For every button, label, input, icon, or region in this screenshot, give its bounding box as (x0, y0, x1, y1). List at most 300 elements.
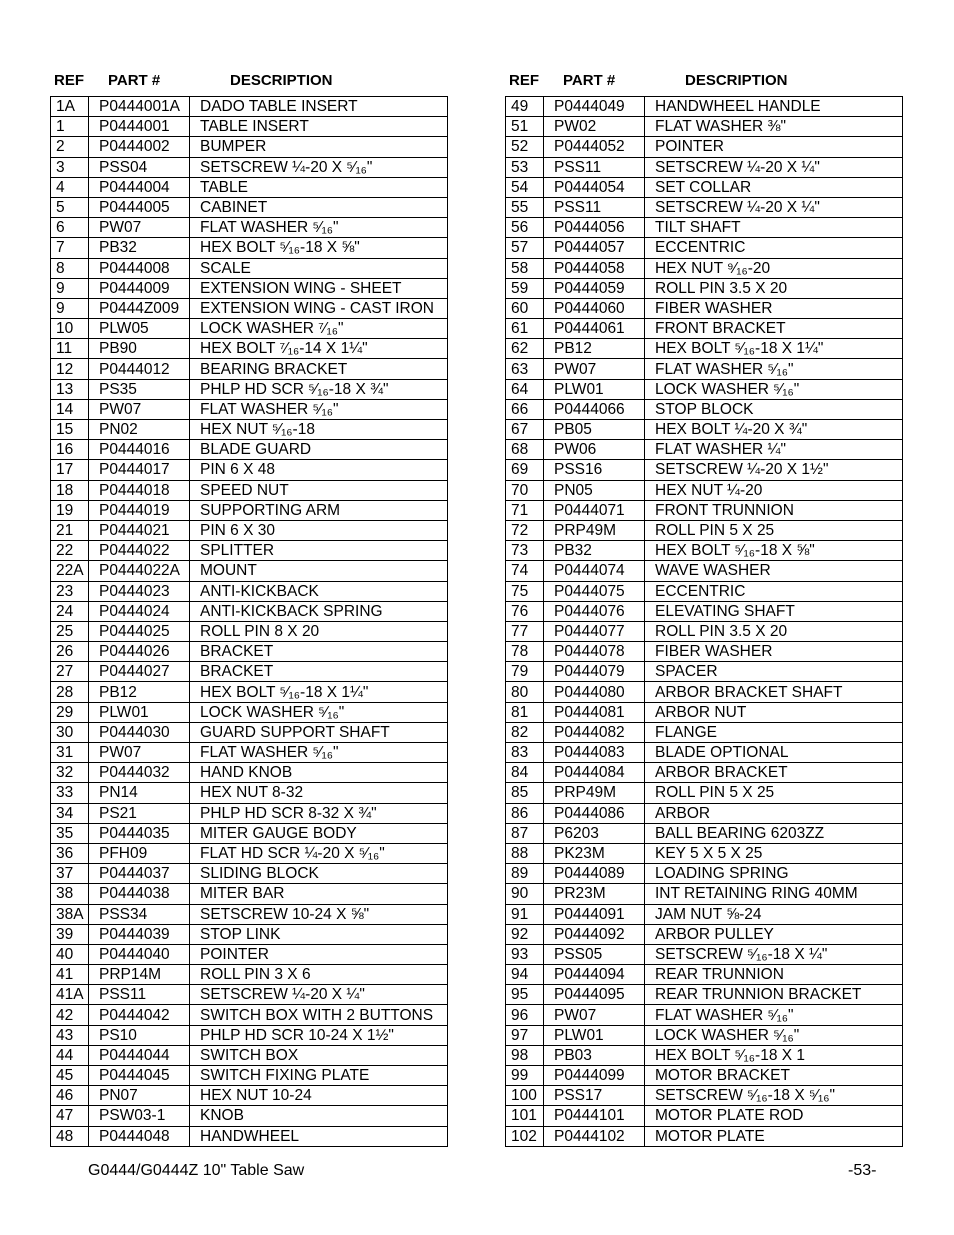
table-row (506, 97, 903, 117)
part-number-cell: P0444Z009 (89, 298, 190, 318)
description-cell: LOCK WASHER ⁵⁄₁₆" (645, 379, 903, 399)
ref-cell: 99 (506, 1066, 544, 1086)
ref-cell: 73 (506, 541, 544, 561)
part-number-cell: P0444056 (544, 218, 645, 238)
table-row (506, 177, 903, 197)
part-number-cell: P0444024 (89, 601, 190, 621)
ref-cell: 9 (51, 298, 89, 318)
table-row (51, 379, 448, 399)
part-number-cell: PLW01 (544, 379, 645, 399)
part-number-cell: P0444086 (544, 803, 645, 823)
ref-cell: 17 (51, 460, 89, 480)
ref-cell: 56 (506, 218, 544, 238)
ref-cell: 1 (51, 117, 89, 137)
part-number-cell: PLW05 (89, 319, 190, 339)
table-row (506, 1086, 903, 1106)
ref-cell: 69 (506, 460, 544, 480)
part-number-cell: P0444042 (89, 1005, 190, 1025)
ref-cell: 40 (51, 944, 89, 964)
description-cell: BLADE GUARD (190, 440, 448, 460)
ref-cell: 41A (51, 985, 89, 1005)
description-cell: TABLE INSERT (190, 117, 448, 137)
description-cell: HEX NUT ¼-20 (645, 480, 903, 500)
ref-cell: 24 (51, 601, 89, 621)
parts-table-right (505, 96, 903, 1147)
table-row (51, 783, 448, 803)
ref-cell: 90 (506, 884, 544, 904)
description-cell: MOTOR PLATE ROD (645, 1106, 903, 1126)
table-row (506, 904, 903, 924)
part-number-cell: P0444026 (89, 642, 190, 662)
part-number-cell: PSS04 (89, 157, 190, 177)
description-cell: ANTI-KICKBACK SPRING (190, 601, 448, 621)
ref-cell: 37 (51, 864, 89, 884)
description-cell: FRONT TRUNNION (645, 500, 903, 520)
ref-cell: 71 (506, 500, 544, 520)
description-cell: KEY 5 X 5 X 25 (645, 843, 903, 863)
parts-list-right (505, 70, 903, 1147)
table-row (51, 157, 448, 177)
table-row (51, 884, 448, 904)
ref-cell: 80 (506, 682, 544, 702)
description-cell: ARBOR (645, 803, 903, 823)
ref-cell: 76 (506, 601, 544, 621)
part-number-cell: PB90 (89, 339, 190, 359)
table-row (51, 238, 448, 258)
ref-cell: 97 (506, 1025, 544, 1045)
description-cell: POINTER (190, 944, 448, 964)
table-row (51, 561, 448, 581)
ref-cell: 96 (506, 1005, 544, 1025)
part-number-cell: P0444022 (89, 541, 190, 561)
description-cell: FLAT WASHER ⁵⁄₁₆" (645, 359, 903, 379)
table-row (51, 965, 448, 985)
description-cell: FLAT WASHER ⁵⁄₁₆" (190, 399, 448, 419)
part-number-cell: P0444004 (89, 177, 190, 197)
ref-cell: 5 (51, 197, 89, 217)
description-cell: HAND KNOB (190, 763, 448, 783)
ref-cell: 26 (51, 642, 89, 662)
description-cell: MOTOR BRACKET (645, 1066, 903, 1086)
description-cell: SWITCH BOX (190, 1045, 448, 1065)
part-number-cell: P0444076 (544, 601, 645, 621)
table-row (506, 763, 903, 783)
part-number-cell: PFH09 (89, 843, 190, 863)
table-row (51, 1086, 448, 1106)
part-number-cell: PW07 (89, 218, 190, 238)
table-row (51, 1025, 448, 1045)
ref-cell: 41 (51, 965, 89, 985)
description-cell: SETSCREW 10-24 X ⅝" (190, 904, 448, 924)
table-row (51, 581, 448, 601)
table-row (51, 500, 448, 520)
description-cell: HEX NUT 8-32 (190, 783, 448, 803)
ref-cell: 1A (51, 97, 89, 117)
part-number-cell: P0444009 (89, 278, 190, 298)
description-cell: SETSCREW ¼-20 X 1½" (645, 460, 903, 480)
part-number-cell: P0444083 (544, 743, 645, 763)
description-cell: ECCENTRIC (645, 581, 903, 601)
table-row (51, 904, 448, 924)
ref-cell: 86 (506, 803, 544, 823)
ref-cell: 75 (506, 581, 544, 601)
table-row (506, 803, 903, 823)
table-row (506, 642, 903, 662)
part-number-cell: P0444001A (89, 97, 190, 117)
description-cell: HEX NUT ⁹⁄₁₆-20 (645, 258, 903, 278)
ref-cell: 10 (51, 319, 89, 339)
table-row (51, 843, 448, 863)
table-row (506, 662, 903, 682)
description-cell: BRACKET (190, 642, 448, 662)
table-row (51, 763, 448, 783)
ref-cell: 18 (51, 480, 89, 500)
header-description: DESCRIPTION (685, 72, 788, 89)
description-cell: FLAT WASHER ⅜" (645, 117, 903, 137)
part-number-cell: P0444018 (89, 480, 190, 500)
description-cell: SWITCH BOX WITH 2 BUTTONS (190, 1005, 448, 1025)
part-number-cell: P0444079 (544, 662, 645, 682)
description-cell: CABINET (190, 197, 448, 217)
part-number-cell: PS10 (89, 1025, 190, 1045)
part-number-cell: P0444094 (544, 965, 645, 985)
part-number-cell: P0444066 (544, 399, 645, 419)
part-number-cell: PSS16 (544, 460, 645, 480)
ref-cell: 8 (51, 258, 89, 278)
ref-cell: 57 (506, 238, 544, 258)
ref-cell: 38A (51, 904, 89, 924)
table-row (506, 440, 903, 460)
part-number-cell: PB12 (544, 339, 645, 359)
table-row (506, 1126, 903, 1146)
description-cell: BEARING BRACKET (190, 359, 448, 379)
description-cell: PIN 6 X 30 (190, 520, 448, 540)
part-number-cell: PS35 (89, 379, 190, 399)
ref-cell: 95 (506, 985, 544, 1005)
part-number-cell: PB12 (89, 682, 190, 702)
ref-cell: 94 (506, 965, 544, 985)
part-number-cell: P0444001 (89, 117, 190, 137)
description-cell: FLAT HD SCR ¼-20 X ⁵⁄₁₆" (190, 843, 448, 863)
part-number-cell: PB03 (544, 1045, 645, 1065)
ref-cell: 61 (506, 319, 544, 339)
ref-cell: 52 (506, 137, 544, 157)
ref-cell: 23 (51, 581, 89, 601)
part-number-cell: PRP49M (544, 783, 645, 803)
part-number-cell: P0444052 (544, 137, 645, 157)
description-cell: FIBER WASHER (645, 298, 903, 318)
description-cell: ARBOR NUT (645, 702, 903, 722)
part-number-cell: P0444048 (89, 1126, 190, 1146)
description-cell: DADO TABLE INSERT (190, 97, 448, 117)
table-row (506, 520, 903, 540)
table-row (506, 541, 903, 561)
description-cell: SPACER (645, 662, 903, 682)
ref-cell: 89 (506, 864, 544, 884)
part-number-cell: PW07 (544, 1005, 645, 1025)
table-row (506, 137, 903, 157)
table-row (51, 440, 448, 460)
ref-cell: 93 (506, 944, 544, 964)
header-ref: REF (509, 72, 539, 89)
table-row (506, 399, 903, 419)
description-cell: ECCENTRIC (645, 238, 903, 258)
description-cell: MITER GAUGE BODY (190, 823, 448, 843)
ref-cell: 39 (51, 924, 89, 944)
part-number-cell: PS21 (89, 803, 190, 823)
ref-cell: 9 (51, 278, 89, 298)
part-number-cell: P0444017 (89, 460, 190, 480)
description-cell: SET COLLAR (645, 177, 903, 197)
ref-cell: 62 (506, 339, 544, 359)
ref-cell: 53 (506, 157, 544, 177)
description-cell: LOADING SPRING (645, 864, 903, 884)
description-cell: SETSCREW ¼-20 X ⁵⁄₁₆" (190, 157, 448, 177)
ref-cell: 33 (51, 783, 89, 803)
description-cell: FLAT WASHER ⁵⁄₁₆" (645, 1005, 903, 1025)
ref-cell: 81 (506, 702, 544, 722)
part-number-cell: PW07 (544, 359, 645, 379)
description-cell: ROLL PIN 3.5 X 20 (645, 278, 903, 298)
part-number-cell: P0444038 (89, 884, 190, 904)
ref-cell: 64 (506, 379, 544, 399)
ref-cell: 58 (506, 258, 544, 278)
part-number-cell: PSS11 (544, 157, 645, 177)
description-cell: HEX NUT ⁵⁄₁₆-18 (190, 420, 448, 440)
ref-cell: 48 (51, 1126, 89, 1146)
ref-cell: 91 (506, 904, 544, 924)
description-cell: SETSCREW ⁵⁄₁₆-18 X ¼" (645, 944, 903, 964)
description-cell: HEX BOLT ⁵⁄₁₆-18 X 1¼" (190, 682, 448, 702)
ref-cell: 4 (51, 177, 89, 197)
ref-cell: 32 (51, 763, 89, 783)
header-ref: REF (54, 72, 84, 89)
header-part-number: PART # (108, 72, 161, 89)
table-row (51, 399, 448, 419)
part-number-cell: P0444081 (544, 702, 645, 722)
part-number-cell: P0444077 (544, 621, 645, 641)
description-cell: ROLL PIN 5 X 25 (645, 783, 903, 803)
part-number-cell: P0444040 (89, 944, 190, 964)
description-cell: TABLE (190, 177, 448, 197)
table-row (506, 823, 903, 843)
table-row (506, 581, 903, 601)
part-number-cell: P0444082 (544, 722, 645, 742)
ref-cell: 67 (506, 420, 544, 440)
description-cell: FLAT WASHER ⁵⁄₁₆" (190, 743, 448, 763)
description-cell: REAR TRUNNION BRACKET (645, 985, 903, 1005)
ref-cell: 70 (506, 480, 544, 500)
part-number-cell: P0444002 (89, 137, 190, 157)
description-cell: SUPPORTING ARM (190, 500, 448, 520)
part-number-cell: P0444032 (89, 763, 190, 783)
description-cell: LOCK WASHER ⁵⁄₁₆" (190, 702, 448, 722)
description-cell: PHLP HD SCR 8-32 X ¾" (190, 803, 448, 823)
description-cell: POINTER (645, 137, 903, 157)
description-cell: INT RETAINING RING 40MM (645, 884, 903, 904)
table-row (51, 743, 448, 763)
description-cell: KNOB (190, 1106, 448, 1126)
table-row (506, 218, 903, 238)
table-row (506, 319, 903, 339)
table-row (51, 924, 448, 944)
ref-cell: 35 (51, 823, 89, 843)
description-cell: HANDWHEEL (190, 1126, 448, 1146)
part-number-cell: P0444061 (544, 319, 645, 339)
part-number-cell: P0444057 (544, 238, 645, 258)
ref-cell: 60 (506, 298, 544, 318)
description-cell: ROLL PIN 3 X 6 (190, 965, 448, 985)
description-cell: SETSCREW ¼-20 X ¼" (645, 197, 903, 217)
table-row (51, 359, 448, 379)
table-row (51, 702, 448, 722)
part-number-cell: PRP14M (89, 965, 190, 985)
description-cell: EXTENSION WING - SHEET (190, 278, 448, 298)
table-row (506, 1025, 903, 1045)
ref-cell: 22A (51, 561, 89, 581)
description-cell: EXTENSION WING - CAST IRON (190, 298, 448, 318)
description-cell: HEX BOLT ⁵⁄₁₆-18 X ⅝" (190, 238, 448, 258)
ref-cell: 27 (51, 662, 89, 682)
description-cell: SCALE (190, 258, 448, 278)
parts-list-left (50, 70, 448, 1147)
description-cell: SETSCREW ¼-20 X ¼" (645, 157, 903, 177)
part-number-cell: P0444049 (544, 97, 645, 117)
table-row (51, 864, 448, 884)
ref-cell: 6 (51, 218, 89, 238)
ref-cell: 82 (506, 722, 544, 742)
part-number-cell: P0444039 (89, 924, 190, 944)
ref-cell: 25 (51, 621, 89, 641)
part-number-cell: P0444027 (89, 662, 190, 682)
table-row (506, 1106, 903, 1126)
part-number-cell: PN05 (544, 480, 645, 500)
part-number-cell: P0444099 (544, 1066, 645, 1086)
part-number-cell: PN14 (89, 783, 190, 803)
table-row (506, 783, 903, 803)
part-number-cell: P0444101 (544, 1106, 645, 1126)
table-row (51, 621, 448, 641)
part-number-cell: P0444078 (544, 642, 645, 662)
table-row (51, 319, 448, 339)
ref-cell: 38 (51, 884, 89, 904)
part-number-cell: P0444080 (544, 682, 645, 702)
description-cell: SLIDING BLOCK (190, 864, 448, 884)
table-row (506, 258, 903, 278)
description-cell: PHLP HD SCR ⁵⁄₁₆-18 X ¾" (190, 379, 448, 399)
table-row (506, 965, 903, 985)
part-number-cell: P0444059 (544, 278, 645, 298)
ref-cell: 11 (51, 339, 89, 359)
part-number-cell: P0444035 (89, 823, 190, 843)
table-row (51, 177, 448, 197)
part-number-cell: PW02 (544, 117, 645, 137)
part-number-cell: P0444060 (544, 298, 645, 318)
table-row (51, 1045, 448, 1065)
part-number-cell: P0444075 (544, 581, 645, 601)
ref-cell: 72 (506, 520, 544, 540)
table-row (506, 238, 903, 258)
ref-cell: 92 (506, 924, 544, 944)
ref-cell: 34 (51, 803, 89, 823)
description-cell: MOUNT (190, 561, 448, 581)
page-number: -53- (848, 1162, 877, 1179)
description-cell: SPLITTER (190, 541, 448, 561)
description-cell: ARBOR BRACKET SHAFT (645, 682, 903, 702)
table-row (51, 642, 448, 662)
table-row (506, 944, 903, 964)
ref-cell: 54 (506, 177, 544, 197)
description-cell: FLANGE (645, 722, 903, 742)
table-row (51, 258, 448, 278)
table-row (51, 278, 448, 298)
description-cell: ROLL PIN 5 X 25 (645, 520, 903, 540)
table-row (506, 117, 903, 137)
part-number-cell: PB32 (89, 238, 190, 258)
part-number-cell: P0444058 (544, 258, 645, 278)
description-cell: FLAT WASHER ¼" (645, 440, 903, 460)
table-row (506, 1045, 903, 1065)
table-row (51, 985, 448, 1005)
part-number-cell: P0444071 (544, 500, 645, 520)
description-cell: ROLL PIN 3.5 X 20 (645, 621, 903, 641)
description-cell: SWITCH FIXING PLATE (190, 1066, 448, 1086)
ref-cell: 21 (51, 520, 89, 540)
table-row (51, 682, 448, 702)
table-row (51, 339, 448, 359)
part-number-cell: PSS11 (89, 985, 190, 1005)
description-cell: ELEVATING SHAFT (645, 601, 903, 621)
table-row (51, 480, 448, 500)
description-cell: MITER BAR (190, 884, 448, 904)
description-cell: BLADE OPTIONAL (645, 743, 903, 763)
table-row (506, 197, 903, 217)
ref-cell: 29 (51, 702, 89, 722)
ref-cell: 63 (506, 359, 544, 379)
table-row (506, 601, 903, 621)
part-number-cell: P0444005 (89, 197, 190, 217)
description-cell: GUARD SUPPORT SHAFT (190, 722, 448, 742)
part-number-cell: P0444092 (544, 924, 645, 944)
ref-cell: 88 (506, 843, 544, 863)
part-number-cell: P0444012 (89, 359, 190, 379)
part-number-cell: P0444054 (544, 177, 645, 197)
description-cell: ANTI-KICKBACK (190, 581, 448, 601)
ref-cell: 85 (506, 783, 544, 803)
footer-title: G0444/G0444Z 10" Table Saw (88, 1162, 305, 1179)
part-number-cell: PW07 (89, 399, 190, 419)
description-cell: BALL BEARING 6203ZZ (645, 823, 903, 843)
table-row (51, 218, 448, 238)
table-row (506, 864, 903, 884)
ref-cell: 44 (51, 1045, 89, 1065)
table-row (506, 379, 903, 399)
part-number-cell: P0444037 (89, 864, 190, 884)
table-row (51, 420, 448, 440)
table-row (51, 97, 448, 117)
description-cell: HANDWHEEL HANDLE (645, 97, 903, 117)
ref-cell: 28 (51, 682, 89, 702)
table-row (506, 682, 903, 702)
table-row (51, 137, 448, 157)
part-number-cell: P0444019 (89, 500, 190, 520)
table-row (506, 621, 903, 641)
ref-cell: 49 (506, 97, 544, 117)
ref-cell: 87 (506, 823, 544, 843)
ref-cell: 79 (506, 662, 544, 682)
ref-cell: 42 (51, 1005, 89, 1025)
part-number-cell: P0444089 (544, 864, 645, 884)
